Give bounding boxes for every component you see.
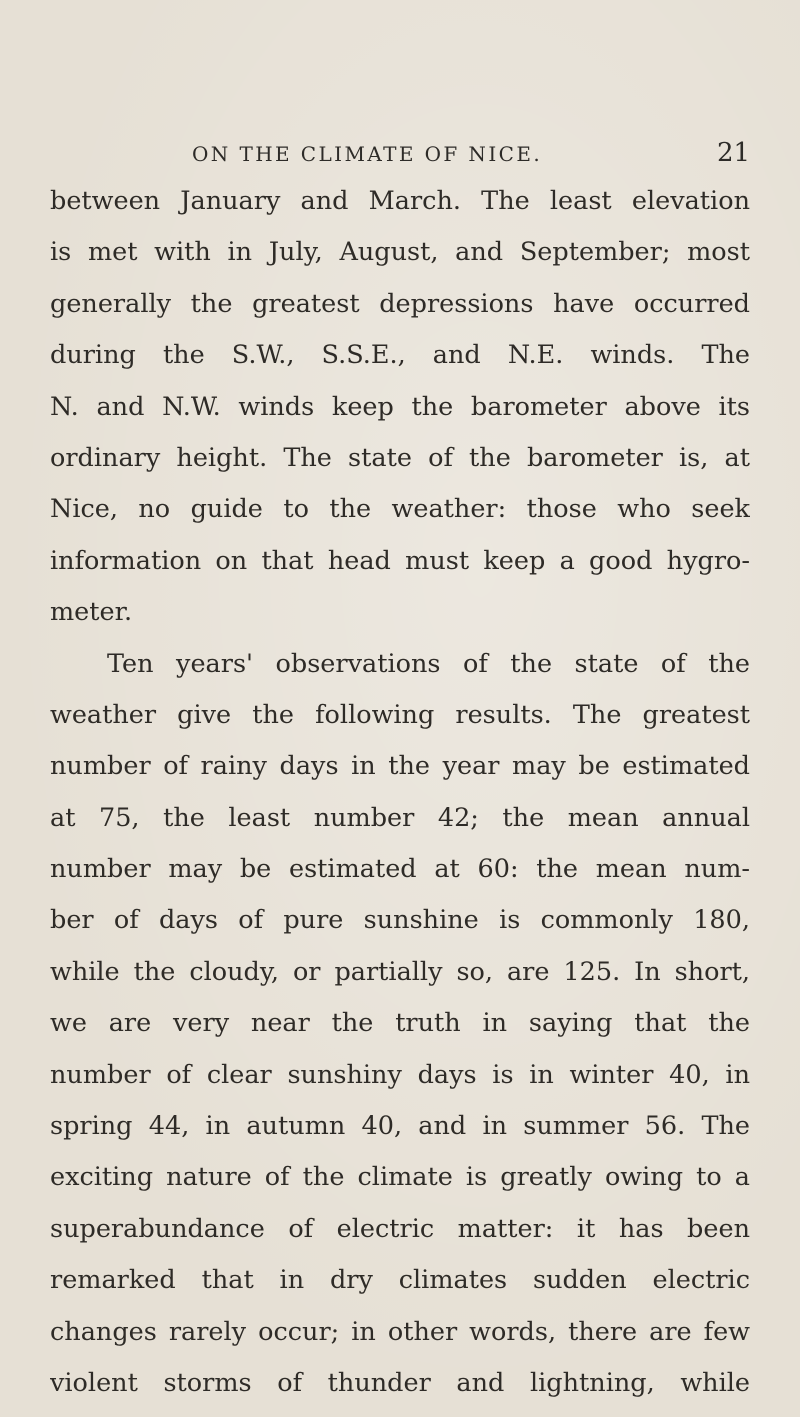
- text-line: changes rarely occur; in other words, there are few: [50, 1316, 750, 1347]
- running-title: ON THE CLIMATE OF NICE.: [192, 142, 543, 166]
- text-line: exciting nature of the climate is greatly owing to a: [50, 1162, 750, 1193]
- text-line: remarked that in dry climates sudden electric: [50, 1265, 750, 1296]
- text-line: number of rainy days in the year may be estimated: [50, 751, 750, 782]
- text-line: number may be estimated at 60: the mean num-: [50, 854, 750, 885]
- text-line: while the cloudy, or partially so, are 125. In short,: [50, 956, 750, 987]
- text-line: weather give the following results. The greatest: [50, 699, 750, 730]
- text-line: we are very near the truth in saying that the: [50, 1008, 750, 1039]
- text-line: ordinary height. The state of the barometer is, at: [50, 442, 750, 473]
- text-line: generally the greatest depressions have occurred: [50, 288, 750, 319]
- text-line: meter.: [50, 597, 133, 628]
- text-line: number of clear sunshiny days is in winter 40, in: [50, 1059, 750, 1090]
- text-line: superabundance of electric matter: it has been: [50, 1213, 750, 1244]
- text-line: spring 44, in autumn 40, and in summer 56. The: [50, 1111, 750, 1142]
- body-text: [50, 176, 750, 1409]
- text-line: ber of days of pure sunshine is commonly 180,: [50, 905, 750, 936]
- text-line: Ten years' observations of the state of the: [107, 648, 750, 679]
- text-line: violent storms of thunder and lightning, while: [50, 1367, 750, 1398]
- text-line: information on that head must keep a good hygro-: [50, 545, 750, 576]
- text-line: during the S.W., S.S.E., and N.E. winds. The: [50, 340, 750, 371]
- text-line: N. and N.W. winds keep the barometer above its: [50, 391, 750, 422]
- text-line: at 75, the least number 42; the mean annual: [50, 802, 750, 833]
- page-number: 21: [717, 138, 751, 168]
- text-line: between January and March. The least elevation: [50, 186, 750, 216]
- text-line: Nice, no guide to the weather: those who seek: [50, 494, 750, 525]
- text-line: is met with in July, August, and September; most: [50, 237, 750, 268]
